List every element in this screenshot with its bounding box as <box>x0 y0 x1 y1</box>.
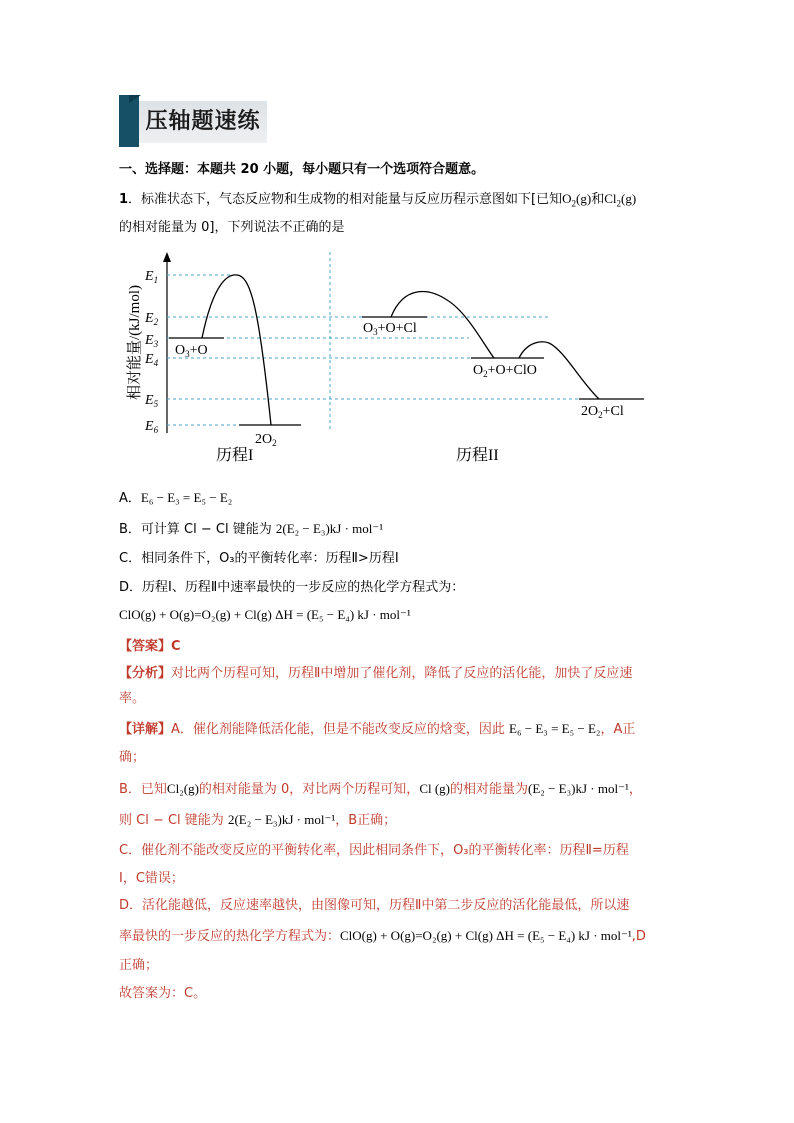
analysis-line-2: 率。 <box>119 691 146 706</box>
cl2-symbol: Cl <box>604 191 617 206</box>
final-answer: 故答案为：C。 <box>119 986 207 1001</box>
option-d-label: D． <box>119 580 143 595</box>
answer-value: C <box>171 639 181 654</box>
detail-d-text: 率最快的一步反应的热化学方程式为： <box>119 929 341 944</box>
option-c-label: C． <box>119 551 142 566</box>
y-axis-arrow <box>163 252 171 262</box>
detail-b-line-2 <box>119 810 396 831</box>
detail-c-line-1: C．催化剂不能改变反应的平衡转化率，因此相同条件下，O₃的平衡转化率：历程Ⅱ=历程 <box>119 843 629 858</box>
section-banner <box>119 95 267 147</box>
detail-b-formula-2: 2(E₂ − E₃)kJ · mol⁻¹ <box>227 812 336 827</box>
o2-subscript: 2 <box>571 198 577 209</box>
analysis-text-1: 对比两个历程可知，历程Ⅱ中增加了催化剂，降低了反应的活化能，加快了反应速 <box>171 666 633 681</box>
detail-d-equation: ClO(g) + O(g)=O₂(g) + Cl(g) ΔH = (E₅ − E₄) kJ · mol⁻¹ <box>340 928 632 943</box>
level-e2: $E_2$ <box>145 311 159 327</box>
option-b-text: 可计算 Cl − Cl 键能为 <box>140 522 276 537</box>
option-c-text: 相同条件下，O₃的平衡转化率：历程Ⅱ>历程Ⅰ <box>141 551 399 566</box>
question-and: 和 <box>591 192 605 207</box>
species-2o2: $2O_2$ <box>255 432 277 448</box>
option-b-formula: 2(E₂ − E₃)kJ · mol⁻¹ <box>275 521 384 536</box>
level-e6: $E_6$ <box>145 419 159 435</box>
section-heading: 一、选择题：本题共 20 小题，每小题只有一个选项符合题意。 <box>119 162 485 177</box>
detail-a-text: A．催化剂能降低活化能，但是不能改变反应的焓变，因此 <box>171 722 510 737</box>
detail-tag: 【详解】 <box>119 722 172 737</box>
detail-b-line-1 <box>119 779 642 800</box>
path1-label: 历程I <box>216 447 254 464</box>
cl2-formula <box>604 191 637 209</box>
detail-b-mid: 的相对能量为 0，对比两个历程可知， <box>198 782 420 797</box>
analysis-line-1 <box>119 664 632 684</box>
species-o3-o: $O_3+O$ <box>175 343 208 359</box>
detail-b-line2-end: ，B正确； <box>335 813 397 828</box>
level-e3: $E_3$ <box>145 333 159 349</box>
species-o3-o-cl: $O_3+O+Cl$ <box>363 321 417 337</box>
banner-title: 压轴题速练 <box>145 109 261 134</box>
cl2-state: (g) <box>621 191 637 206</box>
detail-b-cl: Cl (g) <box>419 781 451 796</box>
species-o2-o-clo: $O_2+O+ClO$ <box>473 363 537 379</box>
option-a-text: E₆ − E₃ = E₅ − E₂ <box>140 490 233 505</box>
question-number: 1 <box>119 192 129 207</box>
option-d-equation: ClO(g) + O(g)=O₂(g) + Cl(g) ΔH = (E₅ − E₄) kJ · mol⁻¹ <box>119 607 411 622</box>
detail-a-line-2: 确； <box>119 750 146 765</box>
path2-label: 历程II <box>456 447 499 464</box>
option-d <box>119 578 464 598</box>
detail-d-line-2 <box>119 926 646 947</box>
detail-a-formula: E₆ − E₃ = E₅ − E₂ <box>509 721 601 736</box>
detail-a-end: ，A正 <box>600 722 636 737</box>
species-2o2-cl: $2O_2+Cl$ <box>581 404 624 420</box>
analysis-tag: 【分析】 <box>119 666 172 681</box>
o2-symbol: O <box>562 191 572 206</box>
detail-b-formula-1: (E₂ − E₃)kJ · mol⁻¹ <box>528 781 629 796</box>
detail-c-line-2: Ⅰ，C错误； <box>119 871 184 886</box>
answer-tag: 【答案】 <box>119 639 172 654</box>
option-b-label: B． <box>119 522 141 537</box>
question-line-1 <box>119 189 636 214</box>
detail-b-end: ， <box>628 782 642 797</box>
option-d-text: 历程Ⅰ、历程Ⅱ中速率最快的一步反应的热化学方程式为： <box>142 580 465 595</box>
level-e5: $E_5$ <box>145 393 159 409</box>
y-axis-label: 相对能量/(kJ/mol) <box>127 285 143 400</box>
option-a-label: A． <box>119 491 141 506</box>
detail-b-text: B．已知 <box>119 782 167 797</box>
banner-plate <box>139 101 267 143</box>
level-e4: $E_4$ <box>145 352 159 368</box>
level-e1: $E_1$ <box>145 269 159 285</box>
option-b <box>119 519 383 540</box>
question-text-1: ．标准状态下，气态反应物和生成物的相对能量与反应历程示意图如下[已知 <box>128 192 563 207</box>
answer <box>119 637 181 657</box>
path1-curve <box>202 275 271 425</box>
detail-d-end: ,D <box>631 929 646 944</box>
detail-a-line-1 <box>119 719 635 740</box>
detail-b-line2-text: 则 Cl − Cl 键能为 <box>119 813 228 828</box>
detail-b-mid2: 的相对能量为 <box>450 782 529 797</box>
energy-diagram <box>119 250 659 470</box>
o2-state: (g) <box>576 191 592 206</box>
option-c <box>119 549 399 569</box>
option-a <box>119 488 232 509</box>
detail-d-line-3: 正确； <box>119 958 159 973</box>
detail-d-line-1: D．活化能越低，反应速率越快，由图像可知，历程Ⅱ中第二步反应的活化能最低，所以速 <box>119 898 630 913</box>
cl2-subscript: 2 <box>616 198 621 209</box>
question-line-2: 的相对能量为 0]，下列说法不正确的是 <box>119 220 345 235</box>
o2-formula <box>562 191 592 209</box>
detail-b-cl2: Cl₂(g) <box>166 781 199 796</box>
